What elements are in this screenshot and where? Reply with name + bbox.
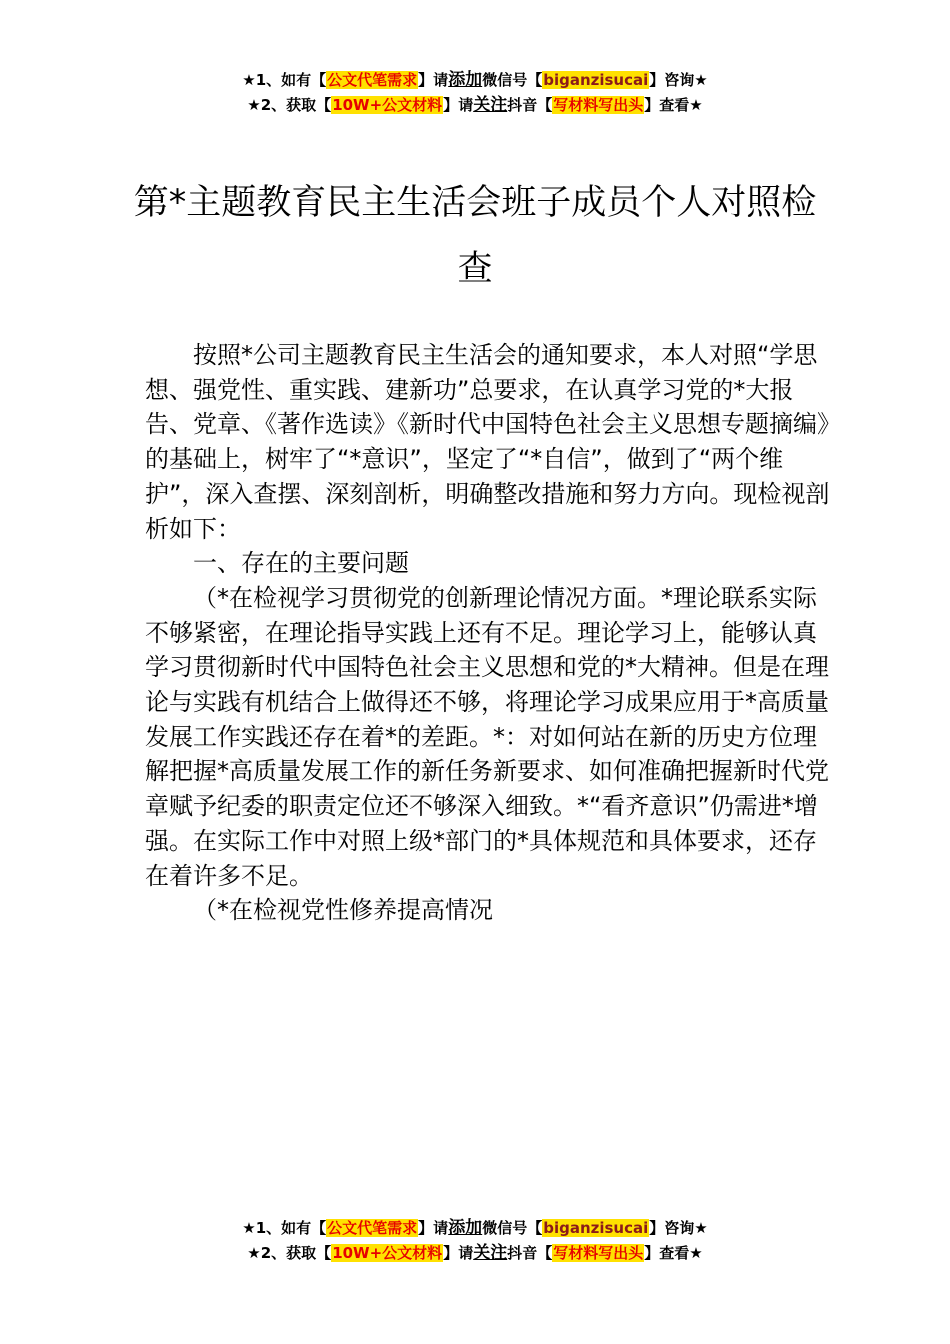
footer-line-1-middle: 】请 [418, 1219, 449, 1237]
promo-douyin-id: 写材料写出头 [553, 96, 644, 114]
promo-line-2-middle-2: 抖音【 [507, 96, 553, 114]
footer-line-1-middle-2: 微信号【 [482, 1219, 543, 1237]
footer-line-2-middle-2: 抖音【 [507, 1244, 553, 1262]
footer-follow-emphasis: 关注 [473, 1243, 508, 1263]
promo-follow-emphasis: 关注 [473, 95, 508, 115]
footer-promo-line-1 [0, 1216, 950, 1241]
footer-materials-highlight: 10W+公文材料 [332, 1244, 443, 1262]
footer-promo-line-2 [0, 1241, 950, 1266]
promo-materials-highlight: 10W+公文材料 [332, 96, 443, 114]
intro-paragraph: 按照*公司主题教育民主生活会的通知要求，本人对照“学思想、强党性、重实践、建新功”总要求，在认真学习党的*大报告、党章、《著作选读》《新时代中国特色社会主义思想专题摘编》的基础上，树牢了“*意识”，坚定了“*自信”，做到了“两个维护”，深入查摆、深刻剖析，明确整改措施和努力方向。现检视剖析如下： [145, 341, 830, 543]
promo-line-2-suffix: 】查看★ [644, 96, 703, 114]
footer-douyin-id: 写材料写出头 [553, 1244, 644, 1262]
promo-add-emphasis: 添加 [448, 70, 483, 90]
footer-add-emphasis: 添加 [448, 1218, 483, 1238]
footer-line-2-prefix: ★2、获取【 [247, 1244, 332, 1262]
promo-line-1-middle-2: 微信号【 [482, 71, 543, 89]
promo-line-1-prefix: ★1、如有【 [242, 71, 327, 89]
problem-paragraph-theory: （*在检视学习贯彻党的创新理论情况方面。*理论联系实际不够紧密，在理论指导实践上还有不足。理论学习上，能够认真学习贯彻新时代中国特色社会主义思想和党的*大精神。但是在理论与实践有机结合上做得还不够，将理论学习成果应用于*高质量发展工作实践还存在着*的差距。*：对如何站在新的历史方位理解把握*高质量发展工作的新任务新要求、如何准确把握新时代党章赋予纪委的职责定位还不够深入细致。*“看齐意识”仍需进*增强。在实际工作中对照上级*部门的*具体规范和具体要求，还存在着许多不足。 [145, 583, 829, 890]
footer-line-1-suffix: 】咨询★ [649, 1219, 708, 1237]
footer-service-highlight: 公文代笔需求 [327, 1219, 418, 1237]
footer-line-2-suffix: 】查看★ [644, 1244, 703, 1262]
promo-line-1-middle: 】请 [418, 71, 449, 89]
promo-service-highlight: 公文代笔需求 [327, 71, 418, 89]
document-title: 第*主题教育民主生活会班子成员个人对照检查 [133, 183, 817, 289]
footer-promo-banner [0, 1216, 950, 1266]
promo-wechat-id: biganzisucai [543, 71, 649, 89]
footer-wechat-id: biganzisucai [543, 1219, 649, 1237]
header-promo-banner [0, 68, 950, 118]
footer-line-2-middle: 】请 [443, 1244, 474, 1262]
problem-paragraph-party-spirit: （*在检视党性修养提高情况 [193, 896, 493, 925]
promo-line-2 [0, 93, 950, 118]
promo-line-2-prefix: ★2、获取【 [247, 96, 332, 114]
document-body [145, 338, 830, 928]
promo-line-2-middle: 】请 [443, 96, 474, 114]
footer-line-1-prefix: ★1、如有【 [242, 1219, 327, 1237]
promo-line-1-suffix: 】咨询★ [649, 71, 708, 89]
promo-line-1 [0, 68, 950, 93]
section-heading-problems: 一、存在的主要问题 [193, 549, 409, 578]
